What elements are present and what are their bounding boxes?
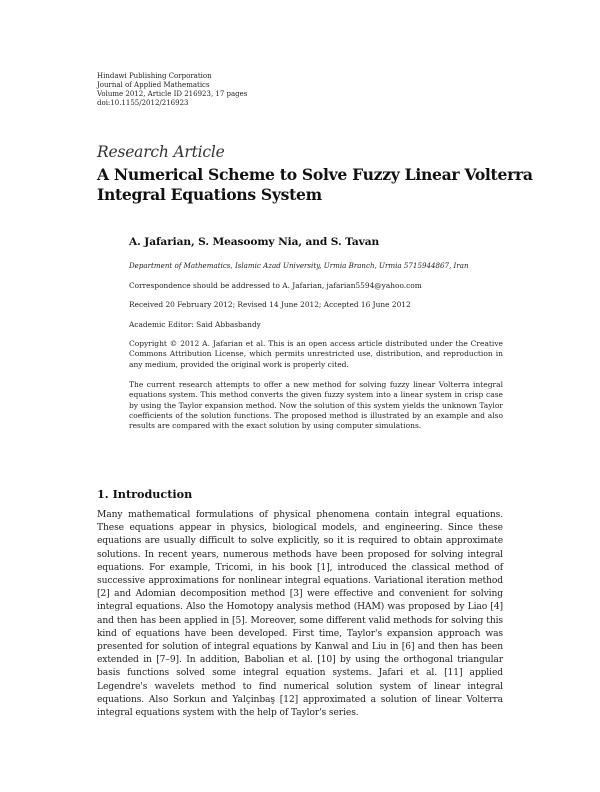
- editor-line: Academic Editor: Said Abbasbandy: [129, 320, 261, 329]
- introduction-body: [97, 509, 503, 720]
- copyright-notice: Copyright © 2012 A. Jafarian et al. This is an open access article distributed under the Creative Commons Attribution License, which permits unrestricted use, distribution, and reproduction in any medium, provided the original work is properly cited.: [129, 339, 503, 369]
- publisher-line: Hindawi Publishing Corporation: [97, 72, 212, 80]
- journal-line: Journal of Applied Mathematics: [97, 81, 210, 89]
- author-list: A. Jafarian, S. Measoomy Nia, and S. Tavan: [129, 236, 380, 248]
- abstract-text: The current research attempts to offer a new method for solving fuzzy linear Volterra integral equations system. This method converts the given fuzzy system into a linear system in crisp case by using the Taylor expansion method. Now the solution of this system yields the unknown Taylor coefficients of the solution functions. The proposed method is illustrated by an example and also results are compared with the exact solution by using computer simulations.: [129, 380, 503, 431]
- title-line-1: A Numerical Scheme to Solve Fuzzy Linear Volterra: [97, 165, 533, 184]
- doi-line[interactable]: doi:10.1155/2012/216923: [97, 99, 189, 107]
- article-type: Research Article: [97, 143, 225, 161]
- title-line-2: Integral Equations System: [97, 185, 322, 204]
- journal-masthead: [97, 72, 247, 108]
- section-heading-introduction: 1. Introduction: [97, 487, 193, 501]
- paper-title: [97, 165, 533, 205]
- correspondence-line[interactable]: Correspondence should be addressed to A. Jafarian, jafarian5594@yahoo.com: [129, 281, 422, 290]
- volume-line: Volume 2012, Article ID 216923, 17 pages: [97, 90, 248, 98]
- introduction-paragraph: Many mathematical formulations of physical phenomena contain integral equations. These equations appear in physics, biological models, and engineering. Since these equations are usually difficult to solve explicitly, so it is required to obtain approximate solutions. In recent years, numerous methods have been proposed for solving integral equations. For example, Tricomi, in his book [1], introduced the classical method of successive approximations for nonlinear integral equations. Variational iteration method [2] and Adomian decomposition method [3] were effective and convenient for solving integral equations. Also the Homotopy analysis method (HAM) was proposed by Liao [4] and then has been applied in [5]. Moreover, some different valid methods for solving this kind of equations have been developed. First time, Taylor's expansion approach was presented for solution of integral equations by Kanwal and Liu in [6] and then has been extended in [7–9]. In addition, Babolian et al. [10] by using the orthogonal triangular basis functions solved some integral equation systems. Jafari et al. [11] applied Legendre's wavelets method to find numerical solution system of linear integral equations. Also Sorkun and Yalçinbaş [12] approximated a solution of linear Volterra integral equations system with the help of Taylor's series.: [97, 510, 503, 719]
- dates-line: Received 20 February 2012; Revised 14 June 2012; Accepted 16 June 2012: [129, 300, 411, 309]
- affiliation: Department of Mathematics, Islamic Azad University, Urmia Branch, Urmia 5715944867, Iran: [129, 261, 469, 270]
